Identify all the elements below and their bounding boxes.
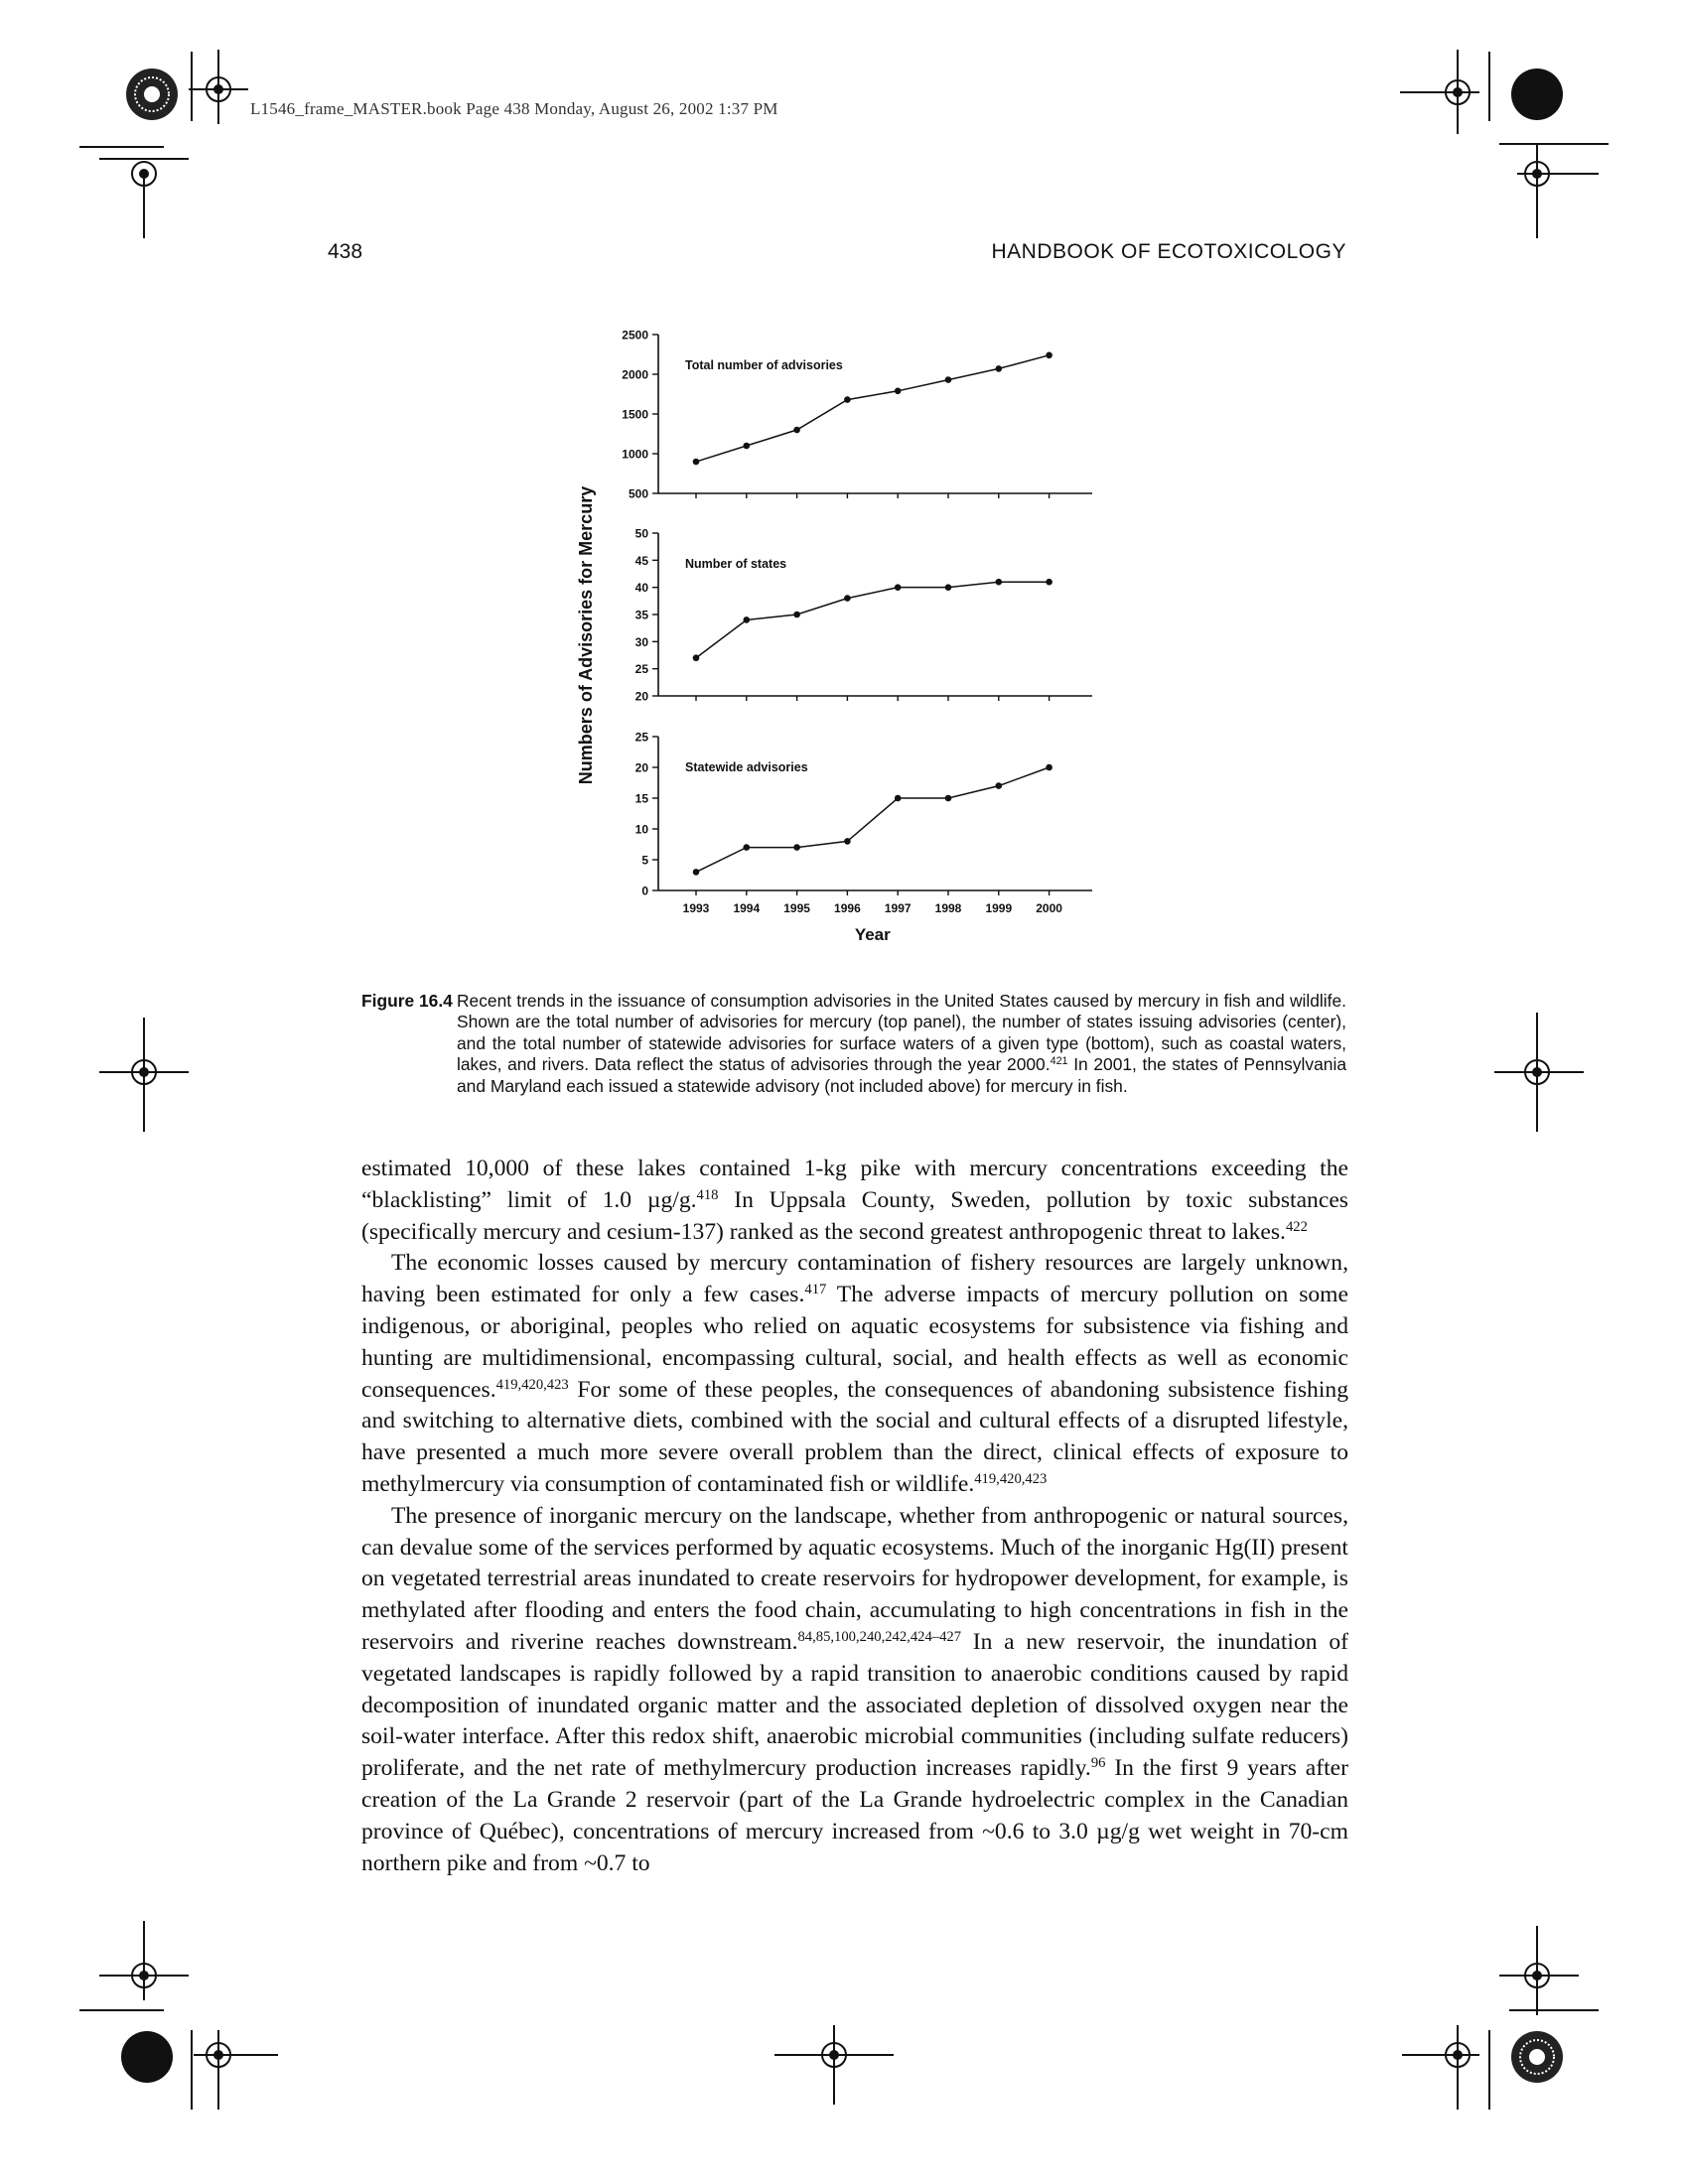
panel-label: Total number of advisories	[685, 358, 843, 372]
data-point	[895, 388, 902, 395]
y-tick-label: 25	[634, 730, 648, 745]
y-tick-label: 2000	[622, 367, 648, 382]
figure-caption	[361, 991, 1346, 1097]
y-tick-label: 25	[634, 662, 648, 677]
data-point	[793, 427, 800, 434]
x-axis-title: Year	[854, 925, 891, 944]
data-point	[744, 443, 751, 450]
y-tick-label: 45	[634, 553, 648, 568]
y-tick-label: 30	[634, 634, 648, 649]
x-tick-label: 1996	[834, 901, 861, 915]
y-tick-label: 50	[634, 526, 648, 541]
data-point	[895, 795, 902, 802]
citation: 417	[804, 1282, 827, 1298]
caption-label: Figure 16.4	[361, 991, 453, 1011]
y-tick-label: 1500	[622, 407, 648, 422]
data-point	[844, 838, 851, 845]
data-point	[844, 396, 851, 403]
data-point	[945, 376, 952, 383]
data-point	[744, 844, 751, 851]
citation: 419,420,423	[495, 1376, 569, 1393]
y-tick-label: 35	[634, 608, 648, 622]
caption-body: Recent trends in the issuance of consumption advisories in the United States caused by mercury in fish and wildlife. Shown are the total number of advisories for mercury (top panel), the number of states issuing advisories (center), and the total number of statewide advisories for surface waters of a given type (bottom), such as coastal waters, lakes, and rivers. Data reflect the status of advisories through the year 2000.$^{421}$ In 2001, the states of Pennsylvania and Maryland each issued a statewide advisory (not included above) for mercury in fish.	[457, 991, 1346, 1096]
y-tick-label: 2500	[622, 328, 648, 342]
x-tick-label: 1999	[985, 901, 1013, 915]
citation: 419,420,423	[974, 1470, 1048, 1487]
paragraph: estimated 10,000 of these lakes contained 1-kg pike with mercury concentrations exceeding the “blacklisting” limit of 1.0 µg/g.$^{418}$ In Uppsala County, Sweden, pollution by toxic substances (specifically mercury and cesium-137) ranked as the second greatest anthropogenic threat to lakes.$^{422}$	[361, 1156, 1348, 1245]
running-head: HANDBOOK OF ECOTOXICOLOGY	[991, 240, 1346, 263]
data-point	[1046, 764, 1052, 771]
x-tick-label: 1997	[884, 901, 912, 915]
data-point	[945, 584, 952, 591]
print-slug: L1546_frame_MASTER.book Page 438 Monday, August 26, 2002 1:37 PM	[250, 99, 778, 118]
body-text	[361, 1154, 1348, 1879]
data-point	[693, 869, 700, 876]
x-tick-label: 1993	[682, 901, 710, 915]
x-tick-label: 1995	[783, 901, 810, 915]
citation: 422	[1285, 1218, 1308, 1235]
data-point	[793, 612, 800, 618]
y-tick-label: 40	[634, 581, 648, 596]
data-point	[996, 782, 1003, 789]
data-point	[996, 365, 1003, 372]
y-tick-label: 500	[628, 486, 648, 501]
y-tick-label: 0	[641, 884, 648, 898]
data-point	[945, 795, 952, 802]
y-tick-label: 20	[634, 760, 648, 775]
citation: 84,85,100,240,242,424–427	[797, 1628, 961, 1645]
x-tick-label: 2000	[1036, 901, 1062, 915]
panel-label: Statewide advisories	[685, 760, 808, 774]
y-tick-label: 10	[634, 822, 648, 837]
citation: 96	[1090, 1755, 1106, 1772]
figure-16-4	[556, 308, 1112, 978]
citation: 418	[696, 1186, 719, 1203]
advisories-chart	[556, 308, 1112, 978]
data-point	[693, 654, 700, 661]
data-point	[744, 616, 751, 623]
x-tick-label: 1994	[733, 901, 761, 915]
y-tick-label: 15	[634, 791, 648, 806]
y-tick-label: 20	[634, 689, 648, 704]
series-line	[696, 767, 1050, 872]
panel-label: Number of states	[685, 557, 787, 571]
citation: 421	[1050, 1055, 1068, 1068]
y-axis-title: Numbers of Advisories for Mercury	[576, 485, 596, 785]
data-point	[996, 579, 1003, 586]
y-tick-label: 5	[641, 853, 648, 868]
paragraph: The economic losses caused by mercury contamination of fishery resources are largely unknown, having been estimated for only a few cases.$^{417}$ The adverse impacts of mercury pollution on some indigenous, or aboriginal, peoples who relied on aquatic ecosystems for subsistence via fishing and hunting are multidimensional, encompassing cultural, social, and health effects as well as economic consequences.$^{419,420,423}$ For some of these peoples, the consequences of abandoning subsistence fishing and switching to alternative diets, combined with the social and cultural effects of a disrupted lifestyle, have presented a much more severe overall problem than the direct, clinical effects of exposure to methylmercury via consumption of contaminated fish or wildlife.$^{419,420,423}$	[361, 1250, 1349, 1497]
data-point	[895, 584, 902, 591]
data-point	[1046, 352, 1052, 359]
data-point	[793, 844, 800, 851]
paragraph: The presence of inorganic mercury on the landscape, whether from anthropogenic or natural sources, can devalue some of the services performed by aquatic ecosystems. Much of the inorganic Hg(II) present on vegetated terrestrial areas inundated to create reservoirs for hydropower development, for example, is methylated after flooding and enters the food chain, accumulating to high concentrations in fish in the reservoirs and riverine reaches downstream.$^{84,85,100,240,242,424-427}$ In a new reservoir, the inundation of vegetated landscapes is rapidly followed by a rapid transition to anaerobic conditions caused by rapid decomposition of inundated organic matter and the associated depletion of dissolved oxygen near the soil-water interface. After this redox shift, anaerobic microbial communities (including sulfate reducers) proliferate, and the net rate of methylmercury production increases rapidly.$^{96}$ In the first 9 years after creation of the La Grande 2 reservoir (part of the La Grande hydroelectric complex in the Canadian province of Québec), concentrations of mercury increased from ~0.6 to 3.0 µg/g wet weight in 70-cm northern pike and from ~0.7 to	[361, 1502, 1348, 1876]
x-tick-label: 1998	[934, 901, 962, 915]
y-tick-label: 1000	[622, 447, 648, 462]
data-point	[693, 459, 700, 466]
data-point	[844, 595, 851, 602]
data-point	[1046, 579, 1052, 586]
page-number: 438	[328, 240, 363, 263]
